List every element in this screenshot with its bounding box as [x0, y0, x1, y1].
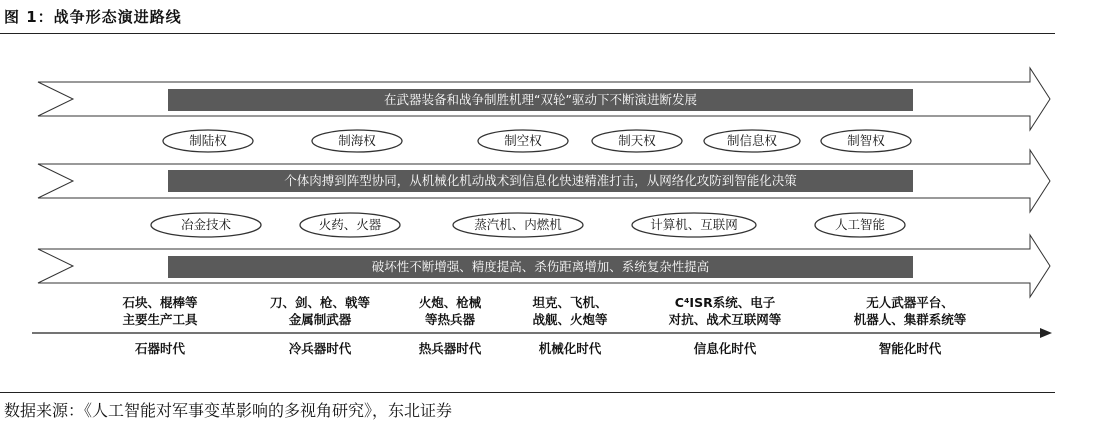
era-5-line1: C⁴ISR系统、电子 [674, 295, 776, 310]
dominance-label-5: 制信息权 [726, 133, 777, 148]
dominance-label-4: 制天权 [618, 133, 656, 148]
era-5-line2: 对抗、战术互联网等 [668, 312, 782, 327]
tech-label-3: 蒸汽机、内燃机 [474, 217, 562, 232]
era-5-name: 信息化时代 [693, 341, 757, 356]
band-3-text: 破坏性不断增强、精度提高、杀伤距离增加、系统复杂性提高 [371, 259, 710, 274]
bottom-rule [0, 392, 1055, 393]
era-6-name: 智能化时代 [878, 341, 942, 356]
era-4-items [510, 294, 630, 328]
era-3-name: 热兵器时代 [418, 341, 482, 356]
source-note: 数据来源：《人工智能对军事变革影响的多视角研究》，东北证券 [4, 401, 453, 420]
era-6-items [825, 294, 995, 328]
dominance-label-6: 制智权 [847, 133, 885, 148]
era-1-line2: 主要生产工具 [122, 312, 198, 327]
era-4-line2: 战舰、火炮等 [532, 312, 608, 327]
band-1-text: 在武器装备和战争制胜机理“双轮”驱动下不断演进断发展 [384, 92, 697, 107]
era-3-items [395, 294, 505, 328]
tech-label-4: 计算机、互联网 [650, 217, 738, 232]
era-3-line2: 等热兵器 [424, 312, 475, 327]
era-2-line1: 刀、剑、枪、戟等 [269, 295, 370, 310]
timeline-arrowhead [1040, 328, 1052, 338]
figure-title: 图 1：战争形态演进路线 [4, 8, 182, 26]
era-2-items [245, 294, 395, 328]
tech-label-5: 人工智能 [834, 217, 885, 232]
era-1-line1: 石块、棍棒等 [122, 295, 198, 310]
dominance-label-1: 制陆权 [189, 133, 227, 148]
era-2-line2: 金属制武器 [288, 312, 352, 327]
era-3-line1: 火炮、枪械 [418, 295, 482, 310]
era-5-items [645, 294, 805, 328]
band-2-text: 个体肉搏到阵型协同，从机械化机动战术到信息化快速精准打击，从网络化攻防到智能化决策 [284, 173, 797, 188]
dominance-label-2: 制海权 [338, 133, 376, 148]
era-1-name: 石器时代 [134, 341, 185, 356]
era-2-name: 冷兵器时代 [288, 341, 352, 356]
era-1-items [90, 294, 230, 328]
era-4-line1: 坦克、飞机、 [532, 295, 608, 310]
era-6-line2: 机器人、集群系统等 [853, 312, 967, 327]
tech-label-2: 火药、火器 [318, 217, 382, 232]
dominance-label-3: 制空权 [504, 133, 542, 148]
era-6-line1: 无人武器平台、 [866, 295, 954, 310]
era-4-name: 机械化时代 [538, 341, 602, 356]
tech-label-1: 冶金技术 [180, 217, 231, 232]
